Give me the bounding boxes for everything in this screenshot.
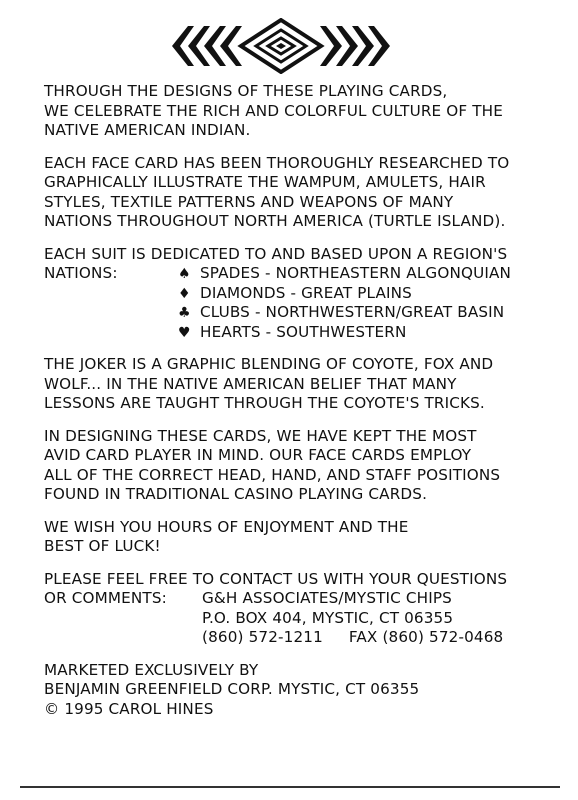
mailing-address [202, 589, 503, 648]
suit-label: CLUBS - NORTHWESTERN/GREAT BASIN [200, 303, 505, 321]
intro-line: WE CELEBRATE THE RICH AND COLORFUL CULTURE OF THE [44, 101, 503, 120]
face-line: EACH FACE CARD HAS BEEN THOROUGHLY RESEARCHED TO [44, 153, 510, 172]
intro-paragraph [44, 82, 564, 141]
diamond-icon: ♦ [178, 285, 191, 302]
suit-row-hearts [178, 323, 511, 343]
bottom-rule [20, 786, 560, 788]
suit-label: HEARTS - SOUTHWESTERN [200, 322, 407, 341]
suit-entries [178, 264, 511, 342]
phone-fax-line [202, 628, 503, 648]
suit-row-clubs [178, 303, 511, 323]
suit-label: DIAMONDS - GREAT PLAINS [200, 283, 412, 302]
copyright-line: © 1995 CAROL HINES [44, 699, 214, 718]
face-line: GRAPHICALLY ILLUSTRATE THE WAMPUM, AMULETS, HAIR [44, 173, 486, 191]
face-line: NATIONS THROUGHOUT NORTH AMERICA (TURTLE ISLAND). [44, 212, 506, 230]
spade-icon: ♠ [178, 266, 191, 282]
joker-line: THE JOKER IS A GRAPHIC BLENDING OF COYOTE, FOX AND [44, 355, 494, 373]
designing-line: ALL OF THE CORRECT HEAD, HAND, AND STAFF POSITIONS [44, 465, 501, 484]
card-text-body [44, 82, 564, 719]
suit-intro-line: EACH SUIT IS DEDICATED TO AND BASED UPON A REGION'S [44, 244, 508, 263]
intro-line: NATIVE AMERICAN INDIAN. [44, 121, 251, 139]
marketed-block [44, 661, 564, 720]
wish-line: BEST OF LUCK! [44, 537, 161, 555]
wish-line: WE WISH YOU HOURS OF ENJOYMENT AND THE [44, 517, 409, 536]
intro-line: THROUGH THE DESIGNS OF THESE PLAYING CARDS, [44, 82, 448, 100]
distributor-line: BENJAMIN GREENFIELD CORP. MYSTIC, CT 06355 [44, 680, 420, 698]
face-cards-paragraph [44, 154, 564, 232]
club-icon: ♣ [178, 305, 191, 321]
arrows-diamond-emblem-icon [172, 18, 390, 74]
company-name: G&H ASSOCIATES/MYSTIC CHIPS [202, 589, 452, 607]
phone-number: (860) 572-1211 [202, 628, 323, 646]
joker-paragraph [44, 355, 564, 414]
suit-row-diamonds [178, 284, 511, 304]
contact-block [44, 570, 564, 648]
suit-label: SPADES - NORTHEASTERN ALGONQUIAN [200, 264, 512, 282]
comments-label: OR COMMENTS: [44, 589, 167, 607]
suit-row-spades [178, 264, 511, 284]
heart-icon: ♥ [178, 324, 191, 341]
joker-line: LESSONS ARE TAUGHT THROUGH THE COYOTE'S TRICKS. [44, 394, 485, 412]
designing-line: FOUND IN TRADITIONAL CASINO PLAYING CARDS. [44, 485, 428, 503]
joker-line: WOLF... IN THE NATIVE AMERICAN BELIEF THAT MANY [44, 374, 457, 393]
face-line: STYLES, TEXTILE PATTERNS AND WEAPONS OF MANY [44, 192, 454, 211]
wish-paragraph [44, 518, 564, 557]
designing-paragraph [44, 427, 564, 505]
fax-number: FAX (860) 572-0468 [348, 628, 504, 646]
suits-list [44, 264, 564, 342]
marketed-line: MARKETED EXCLUSIVELY BY [44, 660, 259, 679]
suit-intro-paragraph [44, 245, 564, 265]
postal-address: P.O. BOX 404, MYSTIC, CT 06355 [202, 608, 454, 627]
nations-label: NATIONS: [44, 264, 118, 282]
designing-line: IN DESIGNING THESE CARDS, WE HAVE KEPT THE MOST [44, 426, 477, 445]
designing-line: AVID CARD PLAYER IN MIND. OUR FACE CARDS EMPLOY [44, 446, 472, 464]
contact-intro: PLEASE FEEL FREE TO CONTACT US WITH YOUR QUESTIONS [44, 569, 508, 588]
